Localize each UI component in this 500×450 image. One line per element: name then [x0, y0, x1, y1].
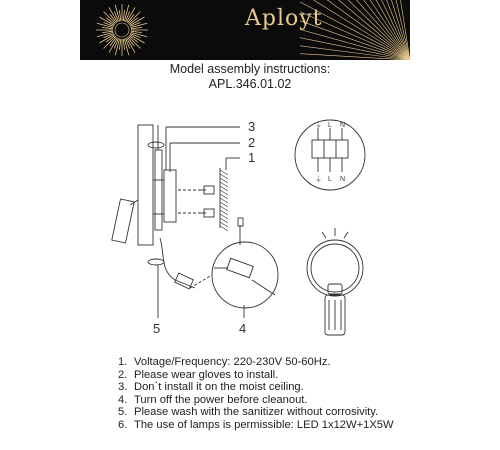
- instruction-item: 5. Please wash with the sanitizer without corrosivity.: [118, 406, 379, 419]
- wiring-label-earth-2: ⏚: [315, 176, 322, 183]
- wiring-label-l-2: L: [328, 176, 332, 183]
- title-line-1: Model assembly instructions:: [169, 62, 331, 76]
- callout-1: 1: [248, 150, 256, 165]
- brand-name: Aployt: [245, 6, 323, 31]
- instruction-item: 6. The use of lamps is permissible: LED 1x12W+1X5W: [118, 418, 394, 431]
- model-number: APL.346.01.02: [208, 77, 292, 91]
- mounting-bracket: [164, 170, 176, 222]
- instruction-item: 1. Voltage/Frequency: 220-230V 50-60Hz.: [118, 356, 331, 368]
- instructions-list: [118, 356, 394, 432]
- wiring-label-earth: ⏚: [315, 122, 322, 129]
- instruction-item: 2. Please wear gloves to install.: [118, 368, 279, 381]
- callout-2: 2: [248, 135, 256, 150]
- instruction-item: 3. Don`t install it on the moist ceiling.: [118, 381, 304, 394]
- spotlight-head: [112, 199, 138, 243]
- front-view-lamp: [307, 228, 363, 335]
- wiring-label-l: L: [328, 122, 332, 129]
- callout-3: 3: [248, 119, 256, 134]
- wiring-label-n: N: [340, 122, 346, 129]
- callout-5: 5: [153, 321, 161, 336]
- callout-4: 4: [239, 321, 247, 336]
- connector-detail: [212, 242, 278, 308]
- wiring-label-n-2: N: [340, 176, 346, 183]
- instruction-item: 4. Turn off the power before cleanout.: [118, 393, 308, 406]
